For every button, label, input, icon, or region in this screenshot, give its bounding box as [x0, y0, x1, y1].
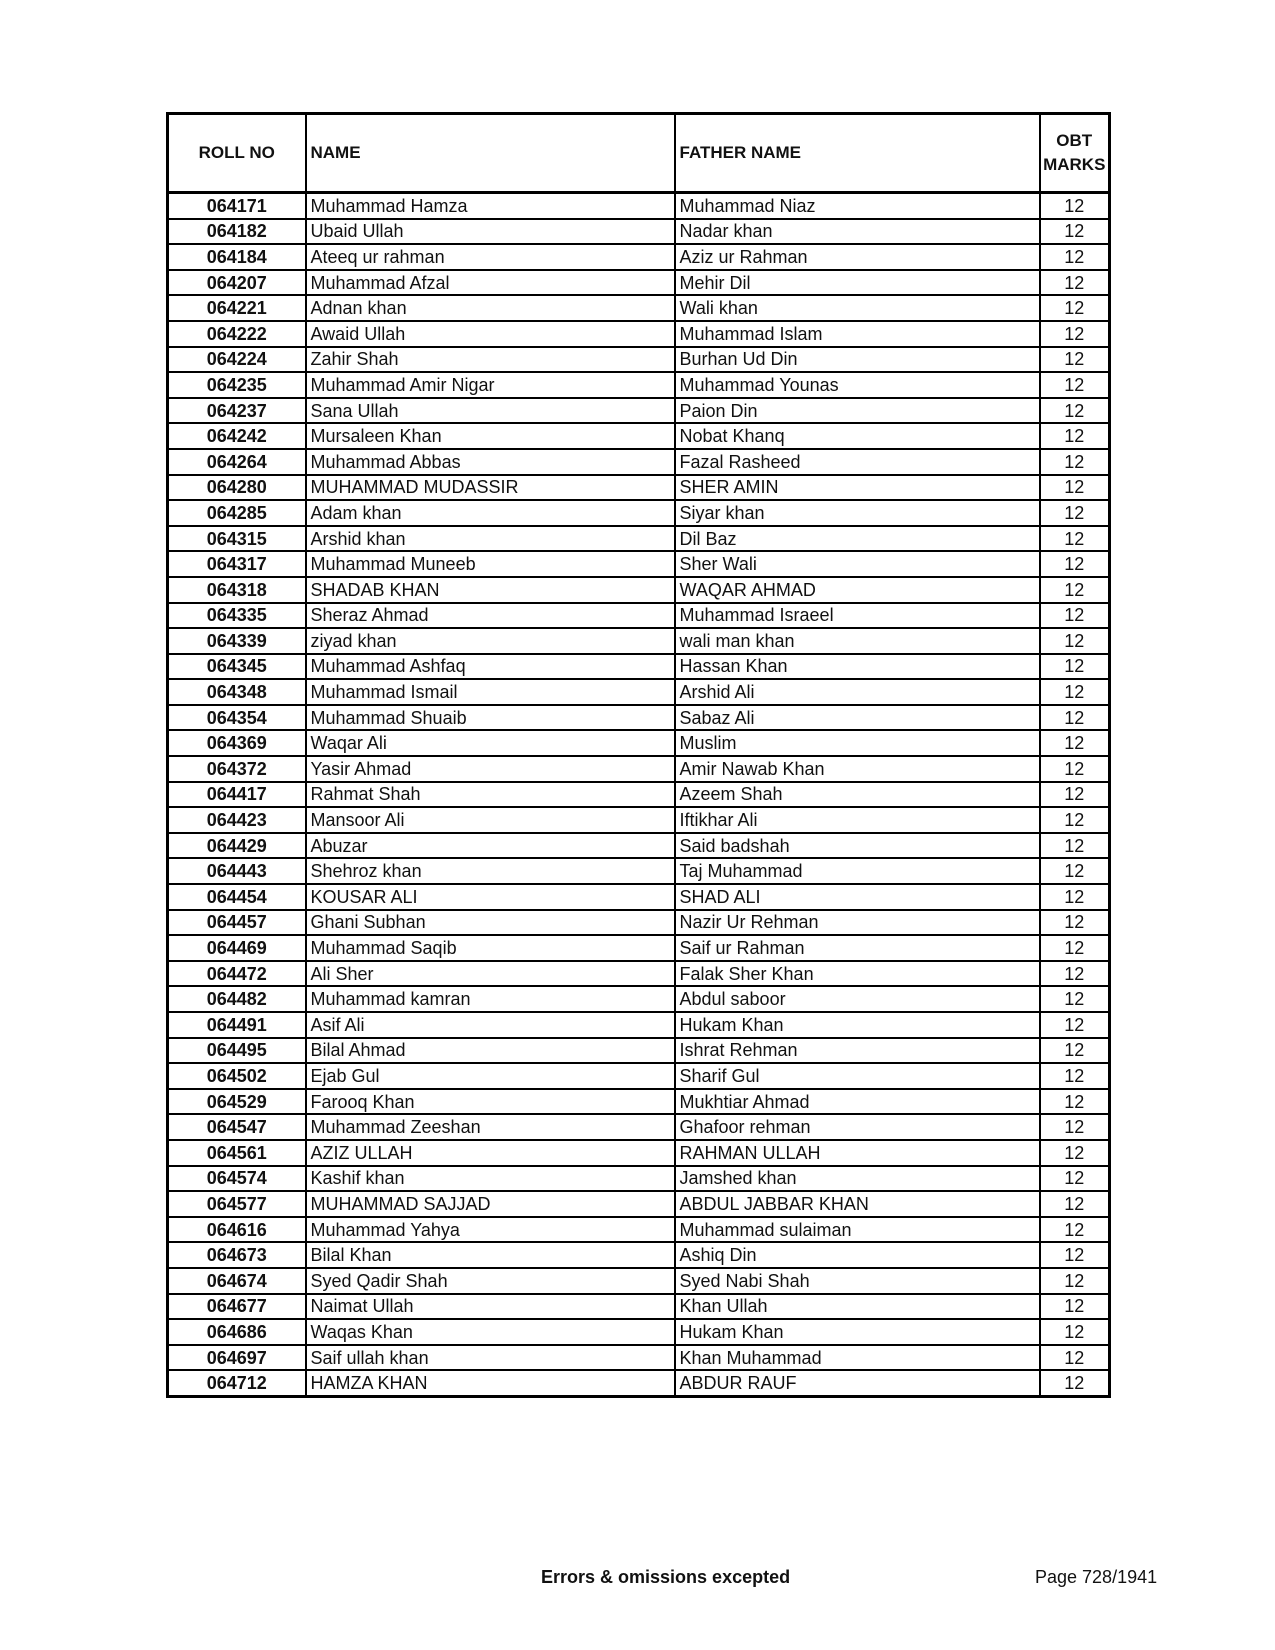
table-row — [168, 423, 1110, 449]
name-cell: Ateeq ur rahman — [306, 244, 675, 270]
table-row — [168, 1191, 1110, 1217]
father-name-cell: Paion Din — [675, 398, 1040, 424]
header-obt-marks-line1: OBT — [1056, 131, 1093, 150]
father-name-cell: Muhammad Israeel — [675, 603, 1040, 629]
marks-cell: 12 — [1040, 1294, 1110, 1320]
marks-cell: 12 — [1040, 935, 1110, 961]
marks-cell: 12 — [1040, 398, 1110, 424]
table-row — [168, 1166, 1110, 1192]
marks-cell: 12 — [1040, 1268, 1110, 1294]
marks-cell: 12 — [1040, 1166, 1110, 1192]
father-name-cell: Sabaz Ali — [675, 705, 1040, 731]
name-cell: Awaid Ullah — [306, 321, 675, 347]
father-name-cell: Sher Wali — [675, 551, 1040, 577]
roll-no-cell: 064318 — [168, 577, 306, 603]
father-name-cell: Iftikhar Ali — [675, 807, 1040, 833]
table-row — [168, 1370, 1110, 1396]
marks-cell: 12 — [1040, 270, 1110, 296]
header-obt-marks-line2: MARKS — [1043, 155, 1106, 174]
name-cell: Muhammad Hamza — [306, 193, 675, 219]
roll-no-cell: 064242 — [168, 423, 306, 449]
father-name-cell: SHER AMIN — [675, 475, 1040, 501]
marks-cell: 12 — [1040, 1370, 1110, 1396]
roll-no-cell: 064561 — [168, 1140, 306, 1166]
marks-cell: 12 — [1040, 1345, 1110, 1371]
father-name-cell: Sharif Gul — [675, 1063, 1040, 1089]
name-cell: Kashif khan — [306, 1166, 675, 1192]
marks-cell: 12 — [1040, 423, 1110, 449]
table-row — [168, 1242, 1110, 1268]
father-name-cell: Mukhtiar Ahmad — [675, 1089, 1040, 1115]
roll-no-cell: 064369 — [168, 730, 306, 756]
name-cell: Muhammad Ismail — [306, 679, 675, 705]
table-row — [168, 398, 1110, 424]
father-name-cell: Fazal Rasheed — [675, 449, 1040, 475]
marks-cell: 12 — [1040, 321, 1110, 347]
table-row — [168, 986, 1110, 1012]
father-name-cell: Dil Baz — [675, 526, 1040, 552]
marks-cell: 12 — [1040, 295, 1110, 321]
roll-no-cell: 064184 — [168, 244, 306, 270]
marks-cell: 12 — [1040, 1114, 1110, 1140]
table-row — [168, 500, 1110, 526]
father-name-cell: Said badshah — [675, 833, 1040, 859]
roll-no-cell: 064469 — [168, 935, 306, 961]
name-cell: Arshid khan — [306, 526, 675, 552]
father-name-cell: Mehir Dil — [675, 270, 1040, 296]
name-cell: Zahir Shah — [306, 347, 675, 373]
name-cell: Muhammad kamran — [306, 986, 675, 1012]
roll-no-cell: 064235 — [168, 372, 306, 398]
table-row — [168, 756, 1110, 782]
name-cell: Waqas Khan — [306, 1319, 675, 1345]
name-cell: Sana Ullah — [306, 398, 675, 424]
marks-cell: 12 — [1040, 1089, 1110, 1115]
table-row — [168, 1012, 1110, 1038]
marks-cell: 12 — [1040, 1012, 1110, 1038]
table-row — [168, 603, 1110, 629]
roll-no-cell: 064616 — [168, 1217, 306, 1243]
father-name-cell: SHAD ALI — [675, 884, 1040, 910]
table-row — [168, 1345, 1110, 1371]
table-row — [168, 705, 1110, 731]
name-cell: SHADAB KHAN — [306, 577, 675, 603]
father-name-cell: Syed Nabi Shah — [675, 1268, 1040, 1294]
name-cell: Ubaid Ullah — [306, 219, 675, 245]
father-name-cell: Hukam Khan — [675, 1012, 1040, 1038]
results-table — [166, 112, 1111, 1398]
marks-cell: 12 — [1040, 372, 1110, 398]
roll-no-cell: 064674 — [168, 1268, 306, 1294]
roll-no-cell: 064529 — [168, 1089, 306, 1115]
marks-cell: 12 — [1040, 679, 1110, 705]
father-name-cell: Nobat Khanq — [675, 423, 1040, 449]
father-name-cell: Amir Nawab Khan — [675, 756, 1040, 782]
father-name-cell: Burhan Ud Din — [675, 347, 1040, 373]
name-cell: Waqar Ali — [306, 730, 675, 756]
marks-cell: 12 — [1040, 577, 1110, 603]
roll-no-cell: 064482 — [168, 986, 306, 1012]
roll-no-cell: 064574 — [168, 1166, 306, 1192]
table-body — [168, 193, 1110, 1397]
table-row — [168, 449, 1110, 475]
father-name-cell: ABDUL JABBAR KHAN — [675, 1191, 1040, 1217]
table-row — [168, 193, 1110, 219]
roll-no-cell: 064429 — [168, 833, 306, 859]
table-row — [168, 654, 1110, 680]
father-name-cell: Aziz ur Rahman — [675, 244, 1040, 270]
marks-cell: 12 — [1040, 705, 1110, 731]
roll-no-cell: 064547 — [168, 1114, 306, 1140]
table-row — [168, 833, 1110, 859]
roll-no-cell: 064712 — [168, 1370, 306, 1396]
name-cell: Sheraz Ahmad — [306, 603, 675, 629]
name-cell: Muhammad Yahya — [306, 1217, 675, 1243]
roll-no-cell: 064348 — [168, 679, 306, 705]
roll-no-cell: 064315 — [168, 526, 306, 552]
marks-cell: 12 — [1040, 347, 1110, 373]
marks-cell: 12 — [1040, 986, 1110, 1012]
name-cell: Mursaleen Khan — [306, 423, 675, 449]
marks-cell: 12 — [1040, 526, 1110, 552]
father-name-cell: WAQAR AHMAD — [675, 577, 1040, 603]
table-row — [168, 1038, 1110, 1064]
marks-cell: 12 — [1040, 500, 1110, 526]
father-name-cell: Muhammad Niaz — [675, 193, 1040, 219]
name-cell: Shehroz khan — [306, 858, 675, 884]
name-cell: Muhammad Shuaib — [306, 705, 675, 731]
father-name-cell: Azeem Shah — [675, 782, 1040, 808]
name-cell: Adam khan — [306, 500, 675, 526]
roll-no-cell: 064222 — [168, 321, 306, 347]
table-row — [168, 321, 1110, 347]
name-cell: Adnan khan — [306, 295, 675, 321]
roll-no-cell: 064502 — [168, 1063, 306, 1089]
footer-note: Errors & omissions excepted — [541, 1567, 791, 1587]
roll-no-cell: 064221 — [168, 295, 306, 321]
father-name-cell: Nadar khan — [675, 219, 1040, 245]
marks-cell: 12 — [1040, 756, 1110, 782]
father-name-cell: Hassan Khan — [675, 654, 1040, 680]
header-name: NAME — [306, 114, 675, 193]
table-row — [168, 730, 1110, 756]
table-row — [168, 551, 1110, 577]
roll-no-cell: 064345 — [168, 654, 306, 680]
father-name-cell: ABDUR RAUF — [675, 1370, 1040, 1396]
name-cell: Mansoor Ali — [306, 807, 675, 833]
table-header — [168, 114, 1110, 193]
table-row — [168, 884, 1110, 910]
marks-cell: 12 — [1040, 1217, 1110, 1243]
marks-cell: 12 — [1040, 858, 1110, 884]
name-cell: Muhammad Ashfaq — [306, 654, 675, 680]
name-cell: Ghani Subhan — [306, 910, 675, 936]
father-name-cell: Ishrat Rehman — [675, 1038, 1040, 1064]
table-row — [168, 372, 1110, 398]
roll-no-cell: 064495 — [168, 1038, 306, 1064]
father-name-cell: wali man khan — [675, 628, 1040, 654]
table-row — [168, 628, 1110, 654]
table-row — [168, 219, 1110, 245]
roll-no-cell: 064237 — [168, 398, 306, 424]
name-cell: Yasir Ahmad — [306, 756, 675, 782]
roll-no-cell: 064443 — [168, 858, 306, 884]
roll-no-cell: 064285 — [168, 500, 306, 526]
table-row — [168, 910, 1110, 936]
roll-no-cell: 064457 — [168, 910, 306, 936]
roll-no-cell: 064472 — [168, 961, 306, 987]
roll-no-cell: 064677 — [168, 1294, 306, 1320]
name-cell: Ejab Gul — [306, 1063, 675, 1089]
roll-no-cell: 064264 — [168, 449, 306, 475]
name-cell: Muhammad Muneeb — [306, 551, 675, 577]
name-cell: Saif ullah khan — [306, 1345, 675, 1371]
table-row — [168, 858, 1110, 884]
father-name-cell: Ashiq Din — [675, 1242, 1040, 1268]
table-row — [168, 679, 1110, 705]
table-row — [168, 1294, 1110, 1320]
marks-cell: 12 — [1040, 219, 1110, 245]
name-cell: MUHAMMAD SAJJAD — [306, 1191, 675, 1217]
roll-no-cell: 064171 — [168, 193, 306, 219]
marks-cell: 12 — [1040, 1140, 1110, 1166]
name-cell: Ali Sher — [306, 961, 675, 987]
marks-cell: 12 — [1040, 833, 1110, 859]
name-cell: Muhammad Amir Nigar — [306, 372, 675, 398]
marks-cell: 12 — [1040, 1038, 1110, 1064]
father-name-cell: Hukam Khan — [675, 1319, 1040, 1345]
table-row — [168, 1140, 1110, 1166]
marks-cell: 12 — [1040, 1319, 1110, 1345]
roll-no-cell: 064417 — [168, 782, 306, 808]
name-cell: Bilal Khan — [306, 1242, 675, 1268]
table-row — [168, 1114, 1110, 1140]
name-cell: KOUSAR ALI — [306, 884, 675, 910]
roll-no-cell: 064207 — [168, 270, 306, 296]
table-row — [168, 935, 1110, 961]
name-cell: Naimat Ullah — [306, 1294, 675, 1320]
father-name-cell: Nazir Ur Rehman — [675, 910, 1040, 936]
table-row — [168, 270, 1110, 296]
header-father-name: FATHER NAME — [675, 114, 1040, 193]
name-cell: Asif Ali — [306, 1012, 675, 1038]
roll-no-cell: 064354 — [168, 705, 306, 731]
marks-cell: 12 — [1040, 244, 1110, 270]
father-name-cell: Muhammad Younas — [675, 372, 1040, 398]
table-row — [168, 244, 1110, 270]
father-name-cell: Siyar khan — [675, 500, 1040, 526]
table-row — [168, 475, 1110, 501]
table-row — [168, 961, 1110, 987]
name-cell: HAMZA KHAN — [306, 1370, 675, 1396]
table-row — [168, 782, 1110, 808]
father-name-cell: Taj Muhammad — [675, 858, 1040, 884]
roll-no-cell: 064182 — [168, 219, 306, 245]
father-name-cell: Saif ur Rahman — [675, 935, 1040, 961]
marks-cell: 12 — [1040, 1191, 1110, 1217]
roll-no-cell: 064454 — [168, 884, 306, 910]
marks-cell: 12 — [1040, 807, 1110, 833]
marks-cell: 12 — [1040, 884, 1110, 910]
header-row — [168, 114, 1110, 193]
header-obt-marks — [1040, 114, 1110, 193]
name-cell: Farooq Khan — [306, 1089, 675, 1115]
marks-cell: 12 — [1040, 961, 1110, 987]
name-cell: MUHAMMAD MUDASSIR — [306, 475, 675, 501]
roll-no-cell: 064317 — [168, 551, 306, 577]
father-name-cell: Abdul saboor — [675, 986, 1040, 1012]
father-name-cell: Ghafoor rehman — [675, 1114, 1040, 1140]
marks-cell: 12 — [1040, 1242, 1110, 1268]
name-cell: Abuzar — [306, 833, 675, 859]
father-name-cell: Falak Sher Khan — [675, 961, 1040, 987]
name-cell: Muhammad Saqib — [306, 935, 675, 961]
table-row — [168, 1319, 1110, 1345]
father-name-cell: Muhammad sulaiman — [675, 1217, 1040, 1243]
name-cell: Syed Qadir Shah — [306, 1268, 675, 1294]
roll-no-cell: 064339 — [168, 628, 306, 654]
name-cell: Rahmat Shah — [306, 782, 675, 808]
marks-cell: 12 — [1040, 910, 1110, 936]
page-number: Page 728/1941 — [1035, 1567, 1158, 1587]
marks-cell: 12 — [1040, 654, 1110, 680]
marks-cell: 12 — [1040, 449, 1110, 475]
table-row — [168, 295, 1110, 321]
father-name-cell: Khan Ullah — [675, 1294, 1040, 1320]
roll-no-cell: 064673 — [168, 1242, 306, 1268]
roll-no-cell: 064686 — [168, 1319, 306, 1345]
roll-no-cell: 064335 — [168, 603, 306, 629]
name-cell: Muhammad Zeeshan — [306, 1114, 675, 1140]
roll-no-cell: 064697 — [168, 1345, 306, 1371]
table-row — [168, 1089, 1110, 1115]
roll-no-cell: 064423 — [168, 807, 306, 833]
roll-no-cell: 064224 — [168, 347, 306, 373]
father-name-cell: Arshid Ali — [675, 679, 1040, 705]
marks-cell: 12 — [1040, 551, 1110, 577]
marks-cell: 12 — [1040, 193, 1110, 219]
header-roll-no: ROLL NO — [168, 114, 306, 193]
table-row — [168, 577, 1110, 603]
marks-cell: 12 — [1040, 730, 1110, 756]
father-name-cell: RAHMAN ULLAH — [675, 1140, 1040, 1166]
table-row — [168, 1063, 1110, 1089]
name-cell: Bilal Ahmad — [306, 1038, 675, 1064]
father-name-cell: Muslim — [675, 730, 1040, 756]
table-row — [168, 807, 1110, 833]
marks-cell: 12 — [1040, 782, 1110, 808]
roll-no-cell: 064280 — [168, 475, 306, 501]
name-cell: Muhammad Afzal — [306, 270, 675, 296]
table-row — [168, 347, 1110, 373]
father-name-cell: Jamshed khan — [675, 1166, 1040, 1192]
roll-no-cell: 064372 — [168, 756, 306, 782]
name-cell: Muhammad Abbas — [306, 449, 675, 475]
roll-no-cell: 064577 — [168, 1191, 306, 1217]
father-name-cell: Khan Muhammad — [675, 1345, 1040, 1371]
marks-cell: 12 — [1040, 603, 1110, 629]
table-row — [168, 1217, 1110, 1243]
table-row — [168, 526, 1110, 552]
name-cell: ziyad khan — [306, 628, 675, 654]
marks-cell: 12 — [1040, 628, 1110, 654]
father-name-cell: Wali khan — [675, 295, 1040, 321]
table-row — [168, 1268, 1110, 1294]
father-name-cell: Muhammad Islam — [675, 321, 1040, 347]
name-cell: AZIZ ULLAH — [306, 1140, 675, 1166]
marks-cell: 12 — [1040, 475, 1110, 501]
marks-cell: 12 — [1040, 1063, 1110, 1089]
roll-no-cell: 064491 — [168, 1012, 306, 1038]
